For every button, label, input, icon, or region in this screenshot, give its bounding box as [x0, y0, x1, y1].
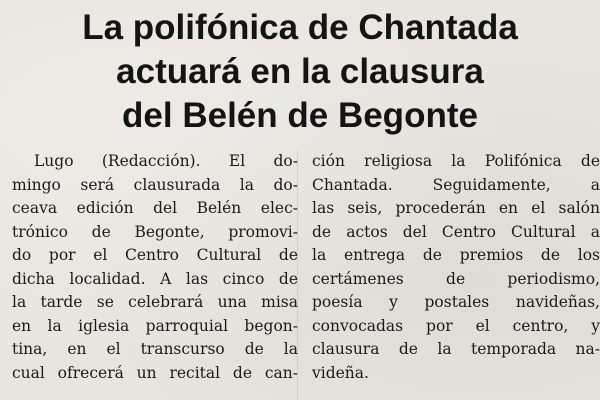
body-line: las seis, procederán en el salón [312, 199, 600, 217]
body-line: do por el Centro Cultural de [12, 246, 298, 264]
body-line: convocadas por el centro, y [312, 316, 600, 335]
body-line: clausura de la temporada na- [312, 340, 600, 358]
headline-line: actuará en la clausura [116, 52, 484, 91]
body-line: certámenes de periodismo, [312, 269, 600, 288]
body-line: trónico de Begonte, promovi- [12, 222, 298, 241]
body-line: ceava edición del Belén elec- [12, 199, 298, 217]
body-line: de actos del Centro Cultural a [312, 222, 600, 241]
article-body [12, 150, 600, 400]
body-line: en la iglesia parroquial begon- [12, 316, 298, 335]
body-line: ción religiosa la Polifónica de [312, 152, 600, 170]
body-line: cual ofrecerá un recital de can- [12, 363, 298, 382]
body-line: Lugo (Redacción). El do- [34, 152, 298, 170]
body-line: mingo será clausurada la do- [12, 175, 298, 194]
column-divider [297, 150, 298, 400]
body-column-right [312, 150, 600, 385]
headline-line: del Belén de Begonte [122, 96, 478, 135]
body-line: dicha localidad. A las cinco de [12, 269, 298, 288]
body-line: videña. [312, 363, 369, 382]
article-headline [10, 6, 590, 138]
body-line: la tarde se celebrará una misa [12, 293, 298, 311]
body-line: tina, en el transcurso de la [12, 340, 298, 358]
body-line: Chantada. Seguidamente, a [312, 175, 600, 194]
body-column-left [12, 150, 298, 385]
headline-line: La polifónica de Chantada [82, 8, 518, 47]
body-line: la entrega de premios de los [312, 246, 600, 264]
body-line: poesía y postales navideñas, [312, 293, 600, 311]
